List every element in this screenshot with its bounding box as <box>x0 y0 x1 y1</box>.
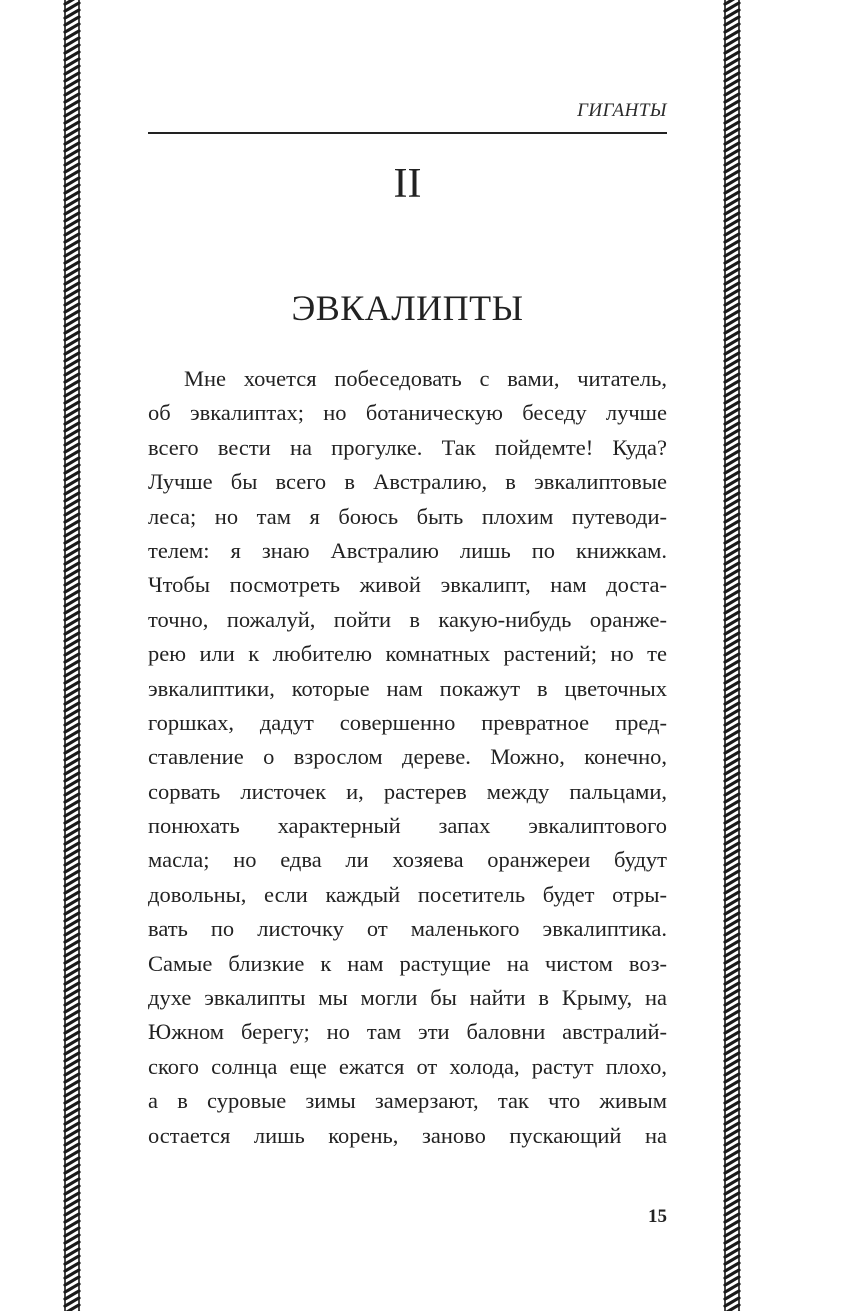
text-line: Самые близкие к нам растущие на чистом воз- <box>148 950 667 976</box>
text-line: довольны, если каждый посетитель будет отры- <box>148 881 667 907</box>
text-line: леса; но там я боюсь быть плохим путеводи- <box>148 503 667 529</box>
text-line: ского солнца еще ежатся от холода, растут плохо, <box>148 1053 667 1079</box>
text-line: Южном берегу; но там эти баловни австралий- <box>148 1019 667 1045</box>
text-line: остается лишь корень, заново пускающий на <box>148 1122 667 1148</box>
text-line: Чтобы посмотреть живой эвкалипт, нам доста- <box>148 572 667 598</box>
text-line: Лучше бы всего в Австралию, в эвкалиптовые <box>148 469 667 495</box>
text-line: масла; но едва ли хозяева оранжереи будут <box>148 847 667 873</box>
text-line: сорвать листочек и, растерев между пальцами, <box>148 778 667 804</box>
text-line: духе эвкалипты мы могли бы найти в Крыму, на <box>148 985 667 1011</box>
text-line: об эвкалиптах; но ботаническую беседу лучше <box>148 400 667 426</box>
page-number: 15 <box>648 1206 667 1227</box>
header-rule <box>148 132 667 134</box>
text-line: телем: я знаю Австралию лишь по книжкам. <box>148 537 667 563</box>
body-text <box>148 362 667 1153</box>
decorative-border-left <box>62 0 82 1311</box>
decorative-border-right <box>722 0 742 1311</box>
chapter-number: II <box>393 161 422 207</box>
text-line: эвкалиптики, которые нам покажут в цветочных <box>148 675 667 701</box>
text-line: Мне хочется побеседовать с вами, читатель, <box>184 366 667 391</box>
running-head: ГИГАНТЫ <box>577 100 667 121</box>
text-line: вать по листочку от маленького эвкалиптика. <box>148 916 667 942</box>
text-line: ставление о взрослом дереве. Можно, конечно, <box>148 744 667 770</box>
text-line: а в суровые зимы замерзают, так что живым <box>148 1088 667 1114</box>
text-line: горшках, дадут совершенно превратное пред- <box>148 709 667 735</box>
chapter-title: ЭВКАЛИПТЫ <box>291 288 524 328</box>
text-line: всего вести на прогулке. Так пойдемте! Куда? <box>148 434 667 460</box>
text-line: точно, пожалуй, пойти в какую-нибудь оранже- <box>148 606 667 632</box>
text-line: рею или к любителю комнатных растений; но те <box>148 641 667 667</box>
text-line: понюхать характерный запах эвкалиптового <box>148 813 667 839</box>
